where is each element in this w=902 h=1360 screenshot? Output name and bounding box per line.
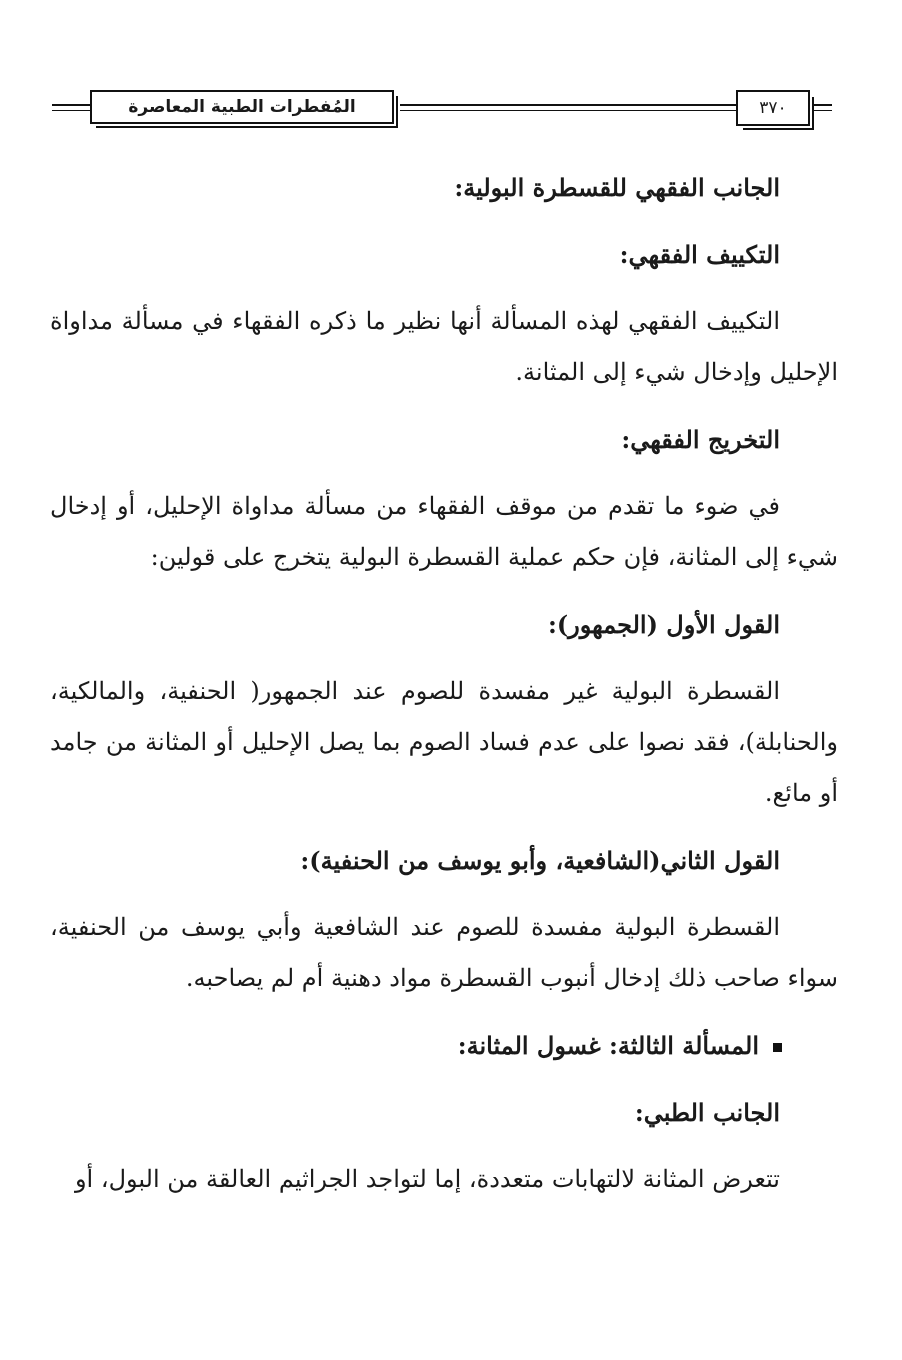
header-rule-left xyxy=(52,104,92,106)
square-bullet-icon xyxy=(773,1043,782,1052)
running-header xyxy=(52,80,832,136)
section-heading: الجانب الفقهي للقسطرة البولية: xyxy=(454,173,780,202)
paragraph: القسطرة البولية مفسدة للصوم عند الشافعية وأبي يوسف من الحنفية، سواء صاحب ذلك إدخال أنبوب القسطرة مواد دهنية أم لم يصاحبه. xyxy=(50,913,838,992)
bullet-heading xyxy=(50,1020,838,1071)
subheading-adaptation: التكييف الفقهي: xyxy=(619,240,780,269)
header-rule-right xyxy=(814,104,832,106)
bullet-heading-text: المسألة الثالثة: غسول المثانة: xyxy=(457,1031,759,1060)
subheading-second-opinion: القول الثاني(الشافعية، وأبو يوسف من الحنفية): xyxy=(300,846,780,875)
subheading-derivation: التخريج الفقهي: xyxy=(621,425,780,454)
book-title-box xyxy=(90,90,394,124)
header-rule-middle xyxy=(400,104,738,106)
page-body xyxy=(50,162,838,1221)
subheading-medical: الجانب الطبي: xyxy=(634,1098,780,1127)
page-number: ٣٧٠ xyxy=(759,98,787,118)
header-rule-middle-thin xyxy=(400,110,738,111)
page-number-box xyxy=(736,90,810,126)
header-rule-left-thin xyxy=(52,110,92,111)
subheading-first-opinion: القول الأول (الجمهور): xyxy=(547,610,780,639)
paragraph: القسطرة البولية غير مفسدة للصوم عند الجمهور( الحنفية، والمالكية، والحنابلة)، فقد نصوا على عدم فساد الصوم بما يصل الإحليل أو المثانة من جامد أو مائع. xyxy=(50,677,838,807)
paragraph: في ضوء ما تقدم من موقف الفقهاء من مسألة مداواة الإحليل، أو إدخال شيء إلى المثانة، فإن حكم عملية القسطرة البولية يتخرج على قولين: xyxy=(50,492,838,571)
paragraph: التكييف الفقهي لهذه المسألة أنها نظير ما ذكره الفقهاء في مسألة مداواة الإحليل وإدخال شيء إلى المثانة. xyxy=(50,307,838,386)
book-title: المُفطرات الطبية المعاصرة xyxy=(128,97,356,117)
paragraph: تتعرض المثانة لالتهابات متعددة، إما لتواجد الجراثيم العالقة من البول، أو xyxy=(74,1165,780,1193)
header-rule-right-thin xyxy=(814,110,832,111)
